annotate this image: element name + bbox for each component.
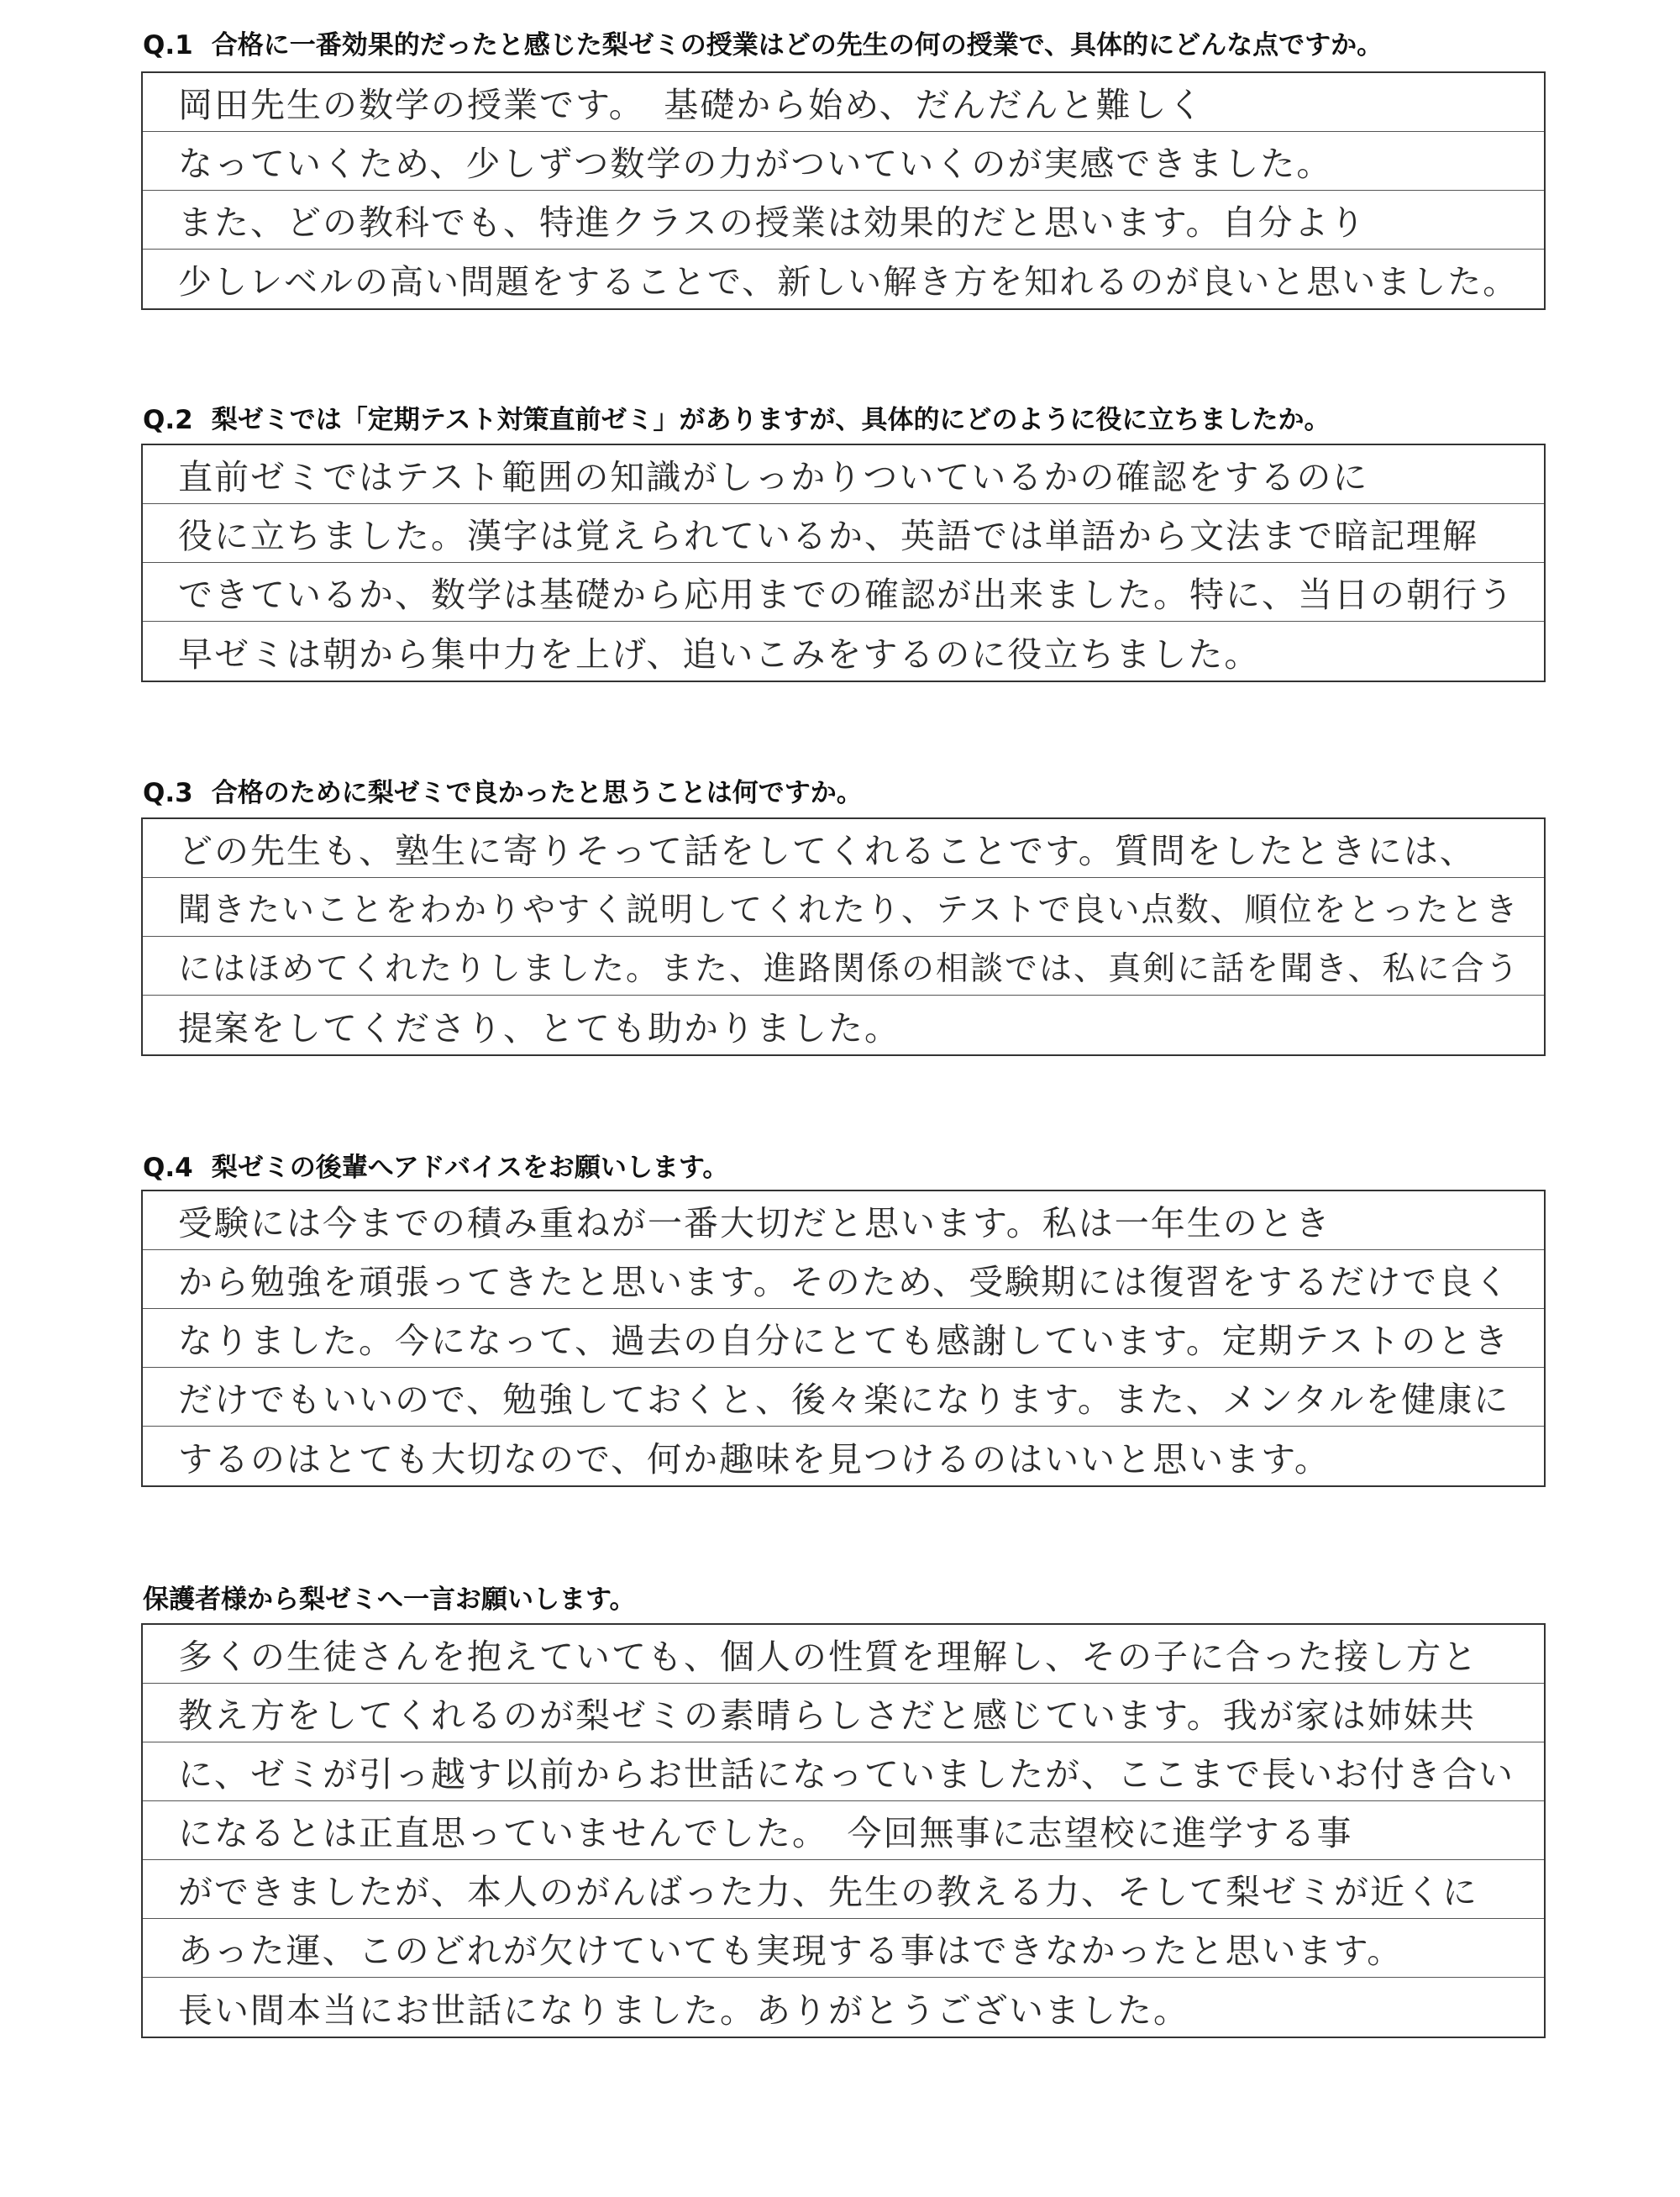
- answer-box: [141, 1190, 1546, 1487]
- answer-line: ができましたが、本人のがんばった力、先生の教える力、そして梨ゼミが近くに: [143, 1860, 1544, 1919]
- question-number: Q.2: [143, 405, 193, 435]
- answer-line: なりました。今になって、過去の自分にとても感謝しています。定期テストのとき: [143, 1309, 1544, 1368]
- answer-line: 少しレベルの高い問題をすることで、新しい解き方を知れるのが良いと思いました。: [178, 262, 1519, 302]
- answer-line: どの先生も、塾生に寄りそって話をしてくれることです。質問をしたときには、: [143, 819, 1544, 878]
- answer-line: できているか、数学は基礎から応用までの確認が出来ました。特に、当日の朝行う: [143, 563, 1544, 622]
- answer-line: に、ゼミが引っ越す以前からお世話になっていましたが、ここまで長いお付き合い: [143, 1742, 1544, 1801]
- question-text: 梨ゼミの後輩へアドバイスをお願いします。: [211, 1153, 729, 1183]
- answer-line: から勉強を頑張ってきたと思います。そのため、受験期には復習をするだけで良く: [143, 1250, 1544, 1309]
- answer-line: また、どの教科でも、特進クラスの授業は効果的だと思います。自分より: [143, 191, 1544, 250]
- question-number: Q.3: [143, 778, 193, 808]
- question-text: 保護者様から梨ゼミへ一言お願いします。: [143, 1585, 636, 1615]
- answer-line: 直前ゼミではテスト範囲の知識がしっかりついているかの確認をするのに: [143, 445, 1544, 504]
- answer-line: にはほめてくれたりしました。また、進路関係の相談では、真剣に話を聞き、私に合う: [143, 937, 1544, 996]
- answer-line: 聞きたいことをわかりやすく説明してくれたり、テストで良い点数、順位をとったとき: [143, 878, 1544, 937]
- answer-line: あった運、このどれが欠けていても実現する事はできなかったと思います。: [143, 1919, 1544, 1978]
- answer-line: 岡田先生の数学の授業です。 基礎から始め、だんだんと難しく: [143, 73, 1544, 132]
- answer-line: になるとは正直思っていませんでした。 今回無事に志望校に進学する事: [143, 1801, 1544, 1860]
- answer-line: するのはとても大切なので、何か趣味を見つけるのはいいと思います。: [178, 1438, 1331, 1480]
- question-text: 合格に一番効果的だったと感じた梨ゼミの授業はどの先生の何の授業で、具体的にどんな点ですか。: [211, 30, 1383, 60]
- answer-line: 提案をしてくださり、とても助かりました。: [178, 1007, 900, 1049]
- answer-line: なっていくため、少しずつ数学の力がついていくのが実感できました。: [143, 132, 1544, 191]
- answer-box: [141, 71, 1546, 310]
- question-heading: [143, 771, 863, 809]
- question-heading: [143, 24, 1383, 61]
- question-number: Q.4: [143, 1153, 193, 1183]
- answer-line: だけでもいいので、勉強しておくと、後々楽になります。また、メンタルを健康に: [143, 1368, 1544, 1427]
- answer-box: [141, 444, 1546, 682]
- answer-line: 早ゼミは朝から集中力を上げ、追いこみをするのに役立ちました。: [178, 633, 1261, 675]
- answer-line: 役に立ちました。漢字は覚えられているか、英語では単語から文法まで暗記理解: [143, 504, 1544, 563]
- answer-line: 教え方をしてくれるのが梨ゼミの素晴らしさだと感じています。我が家は姉妹共: [143, 1684, 1544, 1742]
- answer-box: [141, 1623, 1546, 2038]
- question-heading: [143, 1578, 636, 1616]
- question-heading: [143, 1146, 728, 1184]
- answer-line: 多くの生徒さんを抱えていても、個人の性質を理解し、その子に合った接し方と: [143, 1625, 1544, 1684]
- question-number: Q.1: [143, 30, 193, 60]
- question-text: 合格のために梨ゼミで良かったと思うことは何ですか。: [211, 778, 863, 808]
- answer-line: 受験には今までの積み重ねが一番大切だと思います。私は一年生のとき: [143, 1191, 1544, 1250]
- answer-line: 長い間本当にお世話になりました。ありがとうございました。: [178, 1989, 1189, 2031]
- answer-box: [141, 817, 1546, 1056]
- question-text: 梨ゼミでは「定期テスト対策直前ゼミ」がありますが、具体的にどのように役に立ちましたか。: [211, 405, 1331, 435]
- question-heading: [143, 398, 1330, 436]
